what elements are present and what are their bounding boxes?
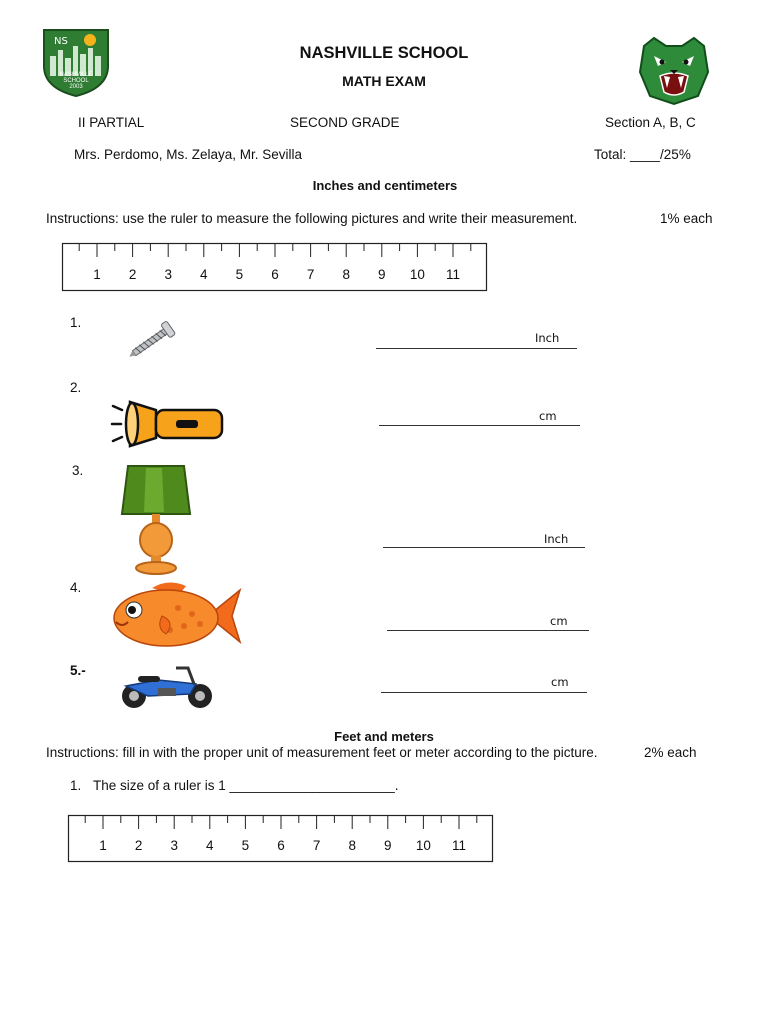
ruler-number: 4 — [206, 838, 214, 853]
total-score: Total: ____/25% — [594, 147, 691, 162]
answer-line-2[interactable] — [379, 425, 580, 426]
ruler-number: 6 — [277, 838, 285, 853]
answer-line-5[interactable] — [381, 692, 587, 693]
ruler-number: 2 — [128, 267, 137, 282]
section2-title: Feet and meters — [334, 729, 434, 744]
ruler-number: 9 — [378, 267, 386, 282]
answer-line-3[interactable] — [383, 547, 585, 548]
ruler-number: 1 — [93, 267, 101, 282]
flashlight-icon — [110, 398, 228, 455]
ruler-number: 8 — [348, 838, 356, 853]
ruler-number: 5 — [241, 838, 250, 853]
grade-label: SECOND GRADE — [290, 115, 400, 130]
answer-line-4[interactable] — [387, 630, 589, 631]
ruler-2-svg — [68, 815, 493, 862]
item-number-5: 5.- — [70, 663, 86, 678]
teachers-label: Mrs. Perdomo, Ms. Zelaya, Mr. Sevilla — [74, 147, 303, 162]
ruler-number: 10 — [409, 267, 425, 282]
screw-icon — [124, 318, 182, 367]
ruler-number: 11 — [451, 838, 467, 853]
ruler-number: 7 — [312, 838, 321, 853]
ruler-number: 3 — [164, 267, 172, 282]
ruler-number: 2 — [134, 838, 143, 853]
unit-label-3: Inch — [544, 532, 569, 546]
ruler-number: 5 — [235, 267, 244, 282]
exam-title: MATH EXAM — [342, 73, 426, 89]
question-text-1: The size of a ruler is 1 ______________________. — [93, 778, 399, 793]
ruler-2 — [68, 815, 493, 862]
section2-instructions: Instructions: fill in with the proper unit of measurement feet or meter according to the picture. — [46, 745, 598, 760]
sections-label: Section A, B, C — [605, 115, 696, 130]
unit-label-5: cm — [551, 675, 569, 689]
item-number-4: 4. — [70, 580, 82, 595]
ruler-number: 7 — [306, 267, 315, 282]
ruler-number: 4 — [200, 267, 208, 282]
motorcycle-icon — [118, 664, 218, 717]
ruler-1 — [62, 243, 487, 291]
ruler-number: 8 — [342, 267, 350, 282]
section1-title: Inches and centimeters — [312, 178, 458, 193]
fish-icon — [108, 578, 244, 659]
lamp-icon — [118, 464, 194, 581]
unit-label-2: cm — [539, 409, 557, 423]
ruler-number: 3 — [170, 838, 178, 853]
unit-label-1: Inch — [535, 331, 560, 345]
section2-points: 2% each — [644, 745, 697, 760]
section1-instructions: Instructions: use the ruler to measure the following pictures and write their measurement. — [46, 211, 578, 226]
item-number-3: 3. — [72, 463, 84, 478]
svg-text:NS: NS — [54, 36, 68, 47]
ruler-number: 6 — [271, 267, 279, 282]
answer-line-1[interactable] — [376, 348, 577, 349]
item-number-1: 1. — [70, 315, 82, 330]
question-number-1: 1. — [70, 778, 82, 793]
partial-label: II PARTIAL — [78, 115, 145, 130]
ruler-number: 10 — [415, 838, 431, 853]
section1-points: 1% each — [660, 211, 713, 226]
unit-label-4: cm — [550, 614, 568, 628]
item-number-2: 2. — [70, 380, 82, 395]
school-name: NASHVILLE SCHOOL — [299, 44, 469, 62]
ruler-number: 9 — [384, 838, 392, 853]
ruler-1-svg — [62, 243, 487, 291]
ruler-number: 11 — [445, 267, 461, 282]
logo-text: NASHVILLE SCHOOL 2003 — [59, 72, 93, 90]
ruler-number: 1 — [99, 838, 107, 853]
